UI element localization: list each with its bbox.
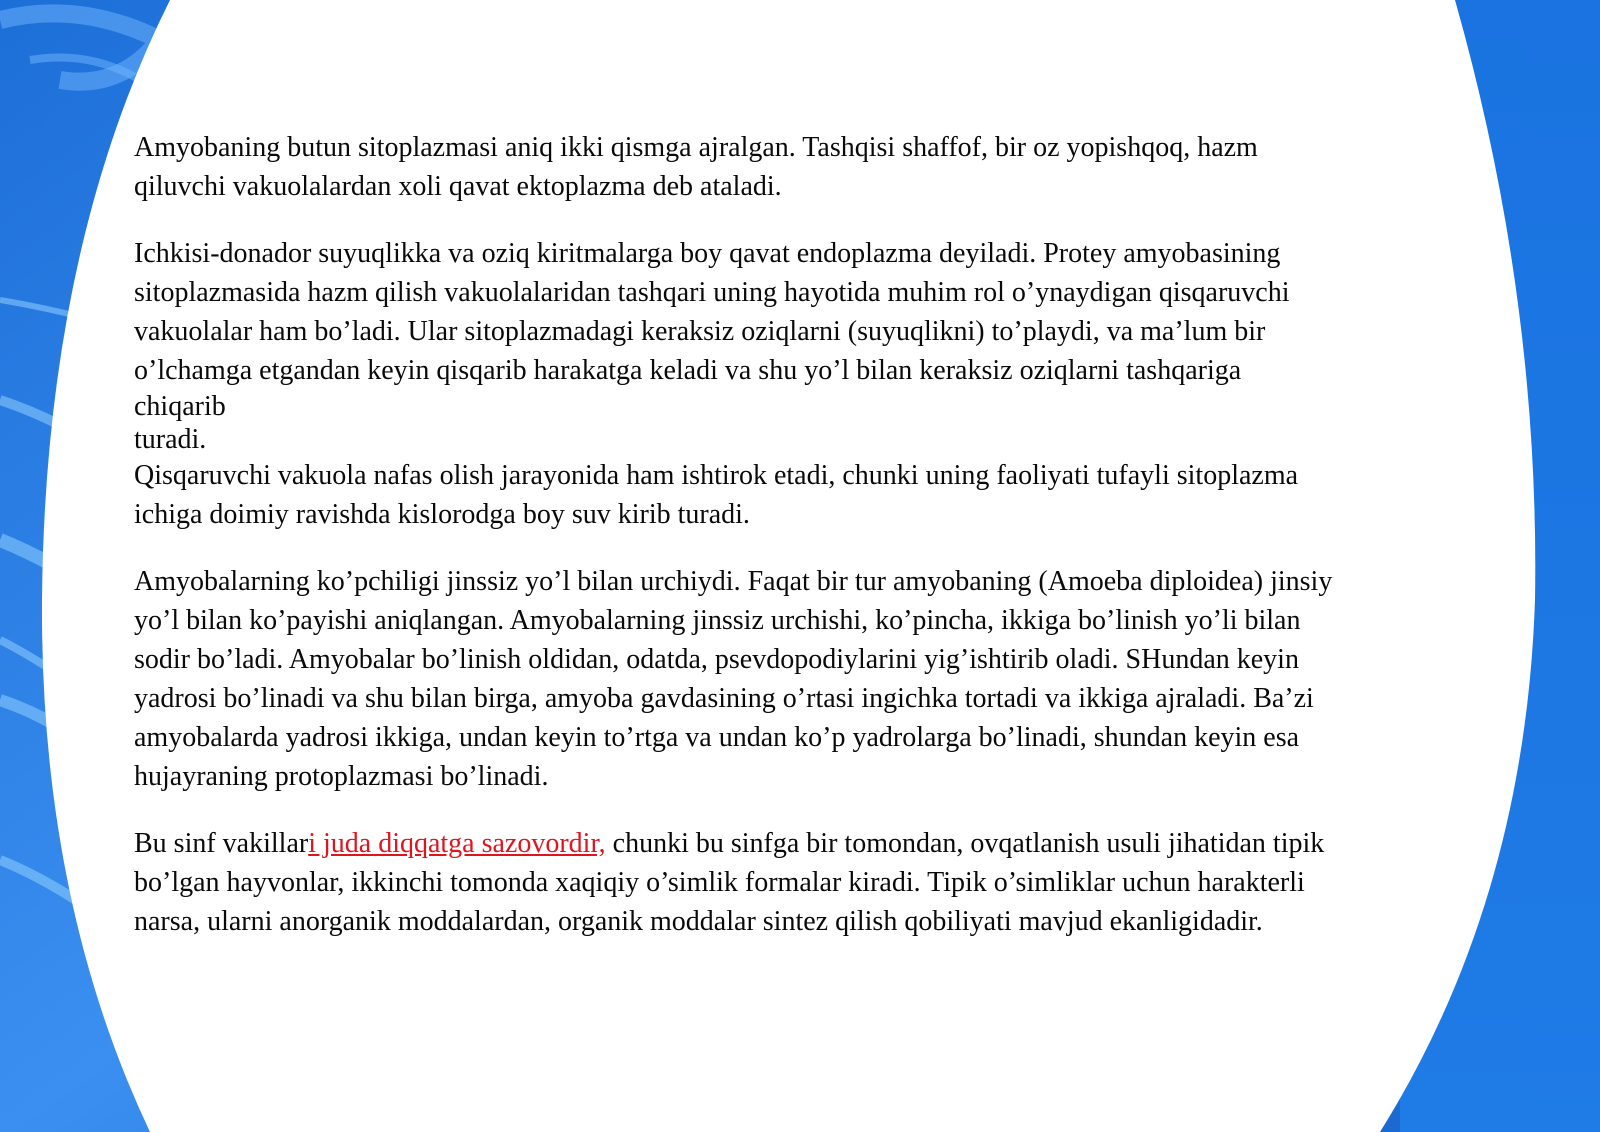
text-line: Amyobalarning ko’pchiligi jinssiz yo’l bilan urchiydi. Faqat bir tur amyobaning (Amoeba diploidea) jinsiy: [134, 566, 1333, 597]
text-line: qiluvchi vakuolalardan xoli qavat ektoplazma deb ataladi.: [134, 171, 782, 202]
text-content: [134, 128, 1454, 941]
text-line: sodir bo’ladi. Amyobalar bo’linish oldidan, odatda, psevdopodiylarini yig’ishtirib oladi. SHundan keyin: [134, 644, 1299, 675]
paragraph-2: [134, 234, 1454, 456]
text-line: narsa, ularni anorganik moddalardan, organik moddalar sintez qilish qobiliyati mavjud ekanligidadir.: [134, 906, 1263, 937]
text-line: ichiga doimiy ravishda kislorodga boy suv kirib turadi.: [134, 499, 750, 530]
text-line: hujayraning protoplazmasi bo’linadi.: [134, 761, 549, 792]
highlighted-link[interactable]: i juda diqqatga sazovordir,: [308, 828, 606, 859]
text-line: vakuolalar ham bo’ladi. Ular sitoplazmadagi keraksiz oziqlarni (suyuqlikni) to’playdi, va ma’lum bir: [134, 316, 1266, 347]
text-line: bo’lgan hayvonlar, ikkinchi tomonda xaqiqiy o’simlik formalar kiradi. Tipik o’simliklar uchun harakterli: [134, 867, 1305, 898]
text-segment: Bu sinf vakillar: [134, 828, 309, 859]
paragraph-5: [134, 824, 1454, 941]
text-line: [134, 824, 1454, 863]
paragraph-3: [134, 456, 1454, 534]
text-segment: chunki bu sinfga bir tomondan, ovqatlanish usuli jihatidan tipik: [605, 828, 1325, 859]
text-line: Amyobaning butun sitoplazmasi aniq ikki qismga ajralgan. Tashqisi shaffof, bir oz yopishqoq, hazm: [134, 132, 1258, 163]
text-line: amyobalarda yadrosi ikkiga, undan keyin to’rtga va undan ko’p yadrolarga bo’linadi, shundan keyin esa: [134, 722, 1300, 753]
text-line: yadrosi bo’linadi va shu bilan birga, amyoba gavdasining o’rtasi ingichka tortadi va ikkiga ajraladi. Ba’zi: [134, 683, 1314, 714]
text-line: o’lchamga etgandan keyin qisqarib harakatga keladi va shu yo’l bilan keraksiz oziqlarni tashqariga: [134, 355, 1242, 386]
text-line: yo’l bilan ko’payishi aniqlangan. Amyobalarning jinssiz urchishi, ko’pincha, ikkiga bo’linish yo’li bilan: [134, 605, 1301, 636]
text-line: Ichkisi-donador suyuqlikka va oziq kiritmalarga boy qavat endoplazma deyiladi. Protey amyobasining: [134, 238, 1281, 269]
text-line: Qisqaruvchi vakuola nafas olish jarayonida ham ishtirok etadi, chunki uning faoliyati tufayli sitoplazma: [134, 460, 1299, 491]
paragraph-1: [134, 128, 1454, 206]
text-line: sitoplazmasida hazm qilish vakuolalaridan tashqari uning hayotida muhim rol o’ynaydigan qisqaruvchi: [134, 277, 1290, 308]
text-line: chiqarib: [134, 391, 226, 422]
text-line: turadi.: [134, 424, 207, 455]
paragraph-4: [134, 562, 1454, 796]
